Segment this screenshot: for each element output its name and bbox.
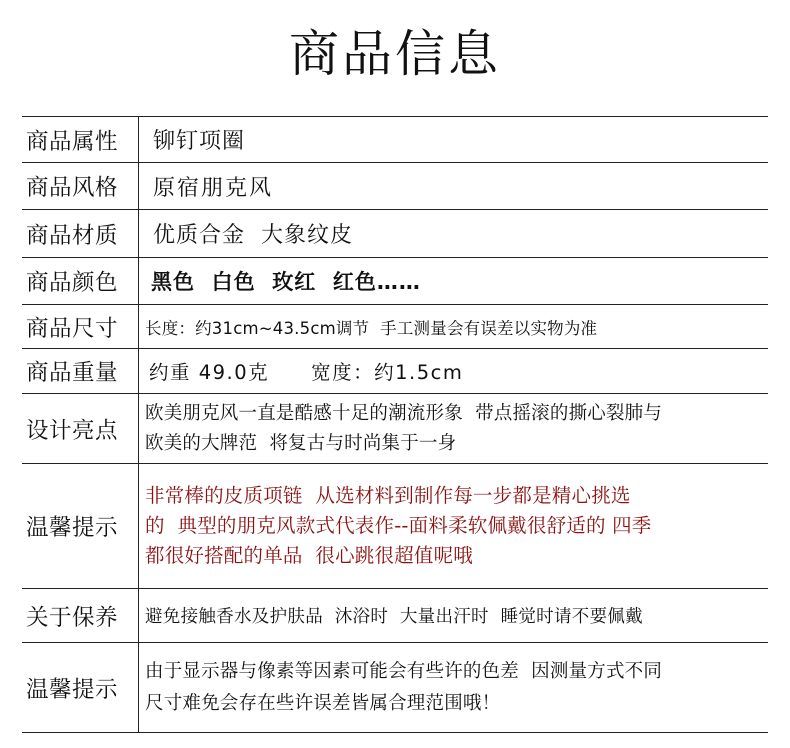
row-color bbox=[22, 258, 768, 305]
text-line: 欧美的大牌范 将复古与时尚集于一身 bbox=[145, 432, 457, 454]
row-label: 商品尺寸 bbox=[26, 315, 119, 342]
row-label: 温馨提示 bbox=[26, 676, 119, 703]
row-label: 温馨提示 bbox=[26, 515, 119, 541]
row-care bbox=[22, 589, 768, 643]
row-value bbox=[139, 656, 768, 720]
page-title: 商品信息 bbox=[289, 25, 501, 83]
row-weight bbox=[22, 349, 768, 394]
text-line: 的 典型的朋克风款式代表作--面料柔软佩戴很舒适的 四季 bbox=[145, 514, 652, 537]
row-label: 商品重量 bbox=[26, 360, 119, 386]
row-value bbox=[139, 399, 768, 459]
row-label: 商品风格 bbox=[26, 175, 119, 201]
row-attribute bbox=[22, 116, 768, 163]
text-line: 尺寸难免会存在些许误差皆属合理范围哦！ bbox=[145, 692, 501, 714]
size-prefix: 长度： bbox=[145, 318, 196, 338]
row-value bbox=[139, 481, 768, 571]
row-value bbox=[139, 357, 768, 385]
row-value: 铆钉项圈 bbox=[153, 129, 246, 154]
product-info-table bbox=[22, 116, 768, 733]
text-line: 由于显示器与像素等因素可能会有些许的色差 因测量方式不同 bbox=[145, 660, 663, 682]
row-highlights bbox=[22, 394, 768, 464]
width-text: 宽度：约1.5cm bbox=[311, 361, 464, 384]
row-notice-2 bbox=[22, 643, 768, 733]
row-material bbox=[22, 210, 768, 258]
size-text: 约31cm~43.5cm调节 手工测量会有误差以实物为准 bbox=[195, 318, 598, 338]
weight-text: 约重 49.0克 bbox=[149, 361, 270, 384]
row-notice bbox=[22, 464, 768, 589]
text-line: 欧美朋克风一直是酷感十足的潮流形象 带点摇滚的撕心裂肺与 bbox=[145, 402, 663, 424]
row-value: 优质合金 大象纹皮 bbox=[153, 223, 353, 248]
row-value: 黑色 白色 玫红 红色…… bbox=[151, 270, 421, 294]
row-value: 避免接触香水及护肤品 沐浴时 大量出汗时 睡觉时请不要佩戴 bbox=[145, 607, 643, 627]
row-label: 设计亮点 bbox=[26, 417, 119, 444]
row-style bbox=[22, 163, 768, 210]
row-label: 商品颜色 bbox=[26, 270, 119, 296]
row-label: 商品属性 bbox=[26, 128, 119, 155]
row-value bbox=[139, 315, 768, 339]
row-label: 商品材质 bbox=[26, 222, 119, 249]
text-line: 非常棒的皮质项链 从选材料到制作每一步都是精心挑选 bbox=[145, 484, 631, 507]
row-value: 原宿朋克风 bbox=[153, 175, 274, 201]
row-label: 关于保养 bbox=[26, 604, 119, 631]
text-line: 都很好搭配的单品 很心跳很超值呢哦 bbox=[145, 544, 473, 567]
row-size bbox=[22, 305, 768, 349]
